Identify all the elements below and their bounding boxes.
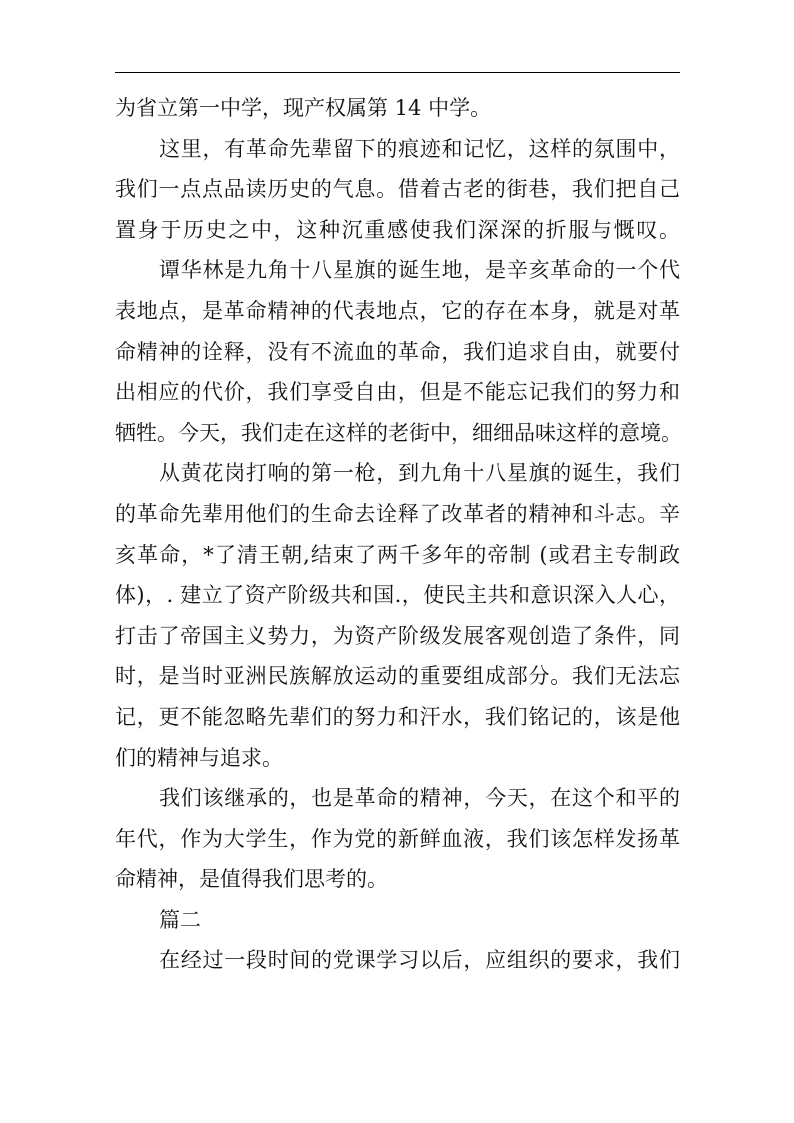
header-rule — [115, 72, 680, 73]
text-line: 亥革命，*了清王朝,结束了两千多年的帝制 (或君主专制政 — [115, 542, 680, 567]
text-line: 谭华林是九角十八星旗的诞生地，是辛亥革命的一个代 — [159, 258, 680, 283]
text-line: 表地点，是革命精神的代表地点，它的存在本身，就是对革 — [115, 298, 680, 323]
text-line: 体)，. 建立了资产阶级共和国.，使民主共和意识深入人心， — [115, 583, 680, 608]
text-line: 记，更不能忽略先辈们的努力和汗水，我们铭记的，该是他 — [115, 704, 680, 729]
text-line: 置身于历史之中，这种沉重感使我们深深的折服与慨叹。 — [115, 217, 680, 242]
text-line: 这里，有革命先辈留下的痕迹和记忆，这样的氛围中， — [159, 136, 680, 161]
text-line: 我们该继承的，也是革命的精神，今天，在这个和平的 — [159, 786, 680, 811]
document-body — [115, 88, 680, 981]
text-line: 的革命先辈用他们的生命去诠释了改革者的精神和斗志。辛 — [115, 501, 680, 526]
text-line: 年代，作为大学生，作为党的新鲜血液，我们该怎样发扬革 — [115, 826, 680, 851]
section-heading: 篇二 — [159, 907, 201, 932]
text-line: 我们一点点品读历史的气息。借着古老的街巷，我们把自己 — [115, 177, 680, 202]
text-line: 为省立第一中学，现产权属第 14 中学。 — [115, 96, 492, 120]
text-line: 时，是当时亚洲民族解放运动的重要组成部分。我们无法忘 — [115, 664, 680, 689]
text-line: 牺牲。今天，我们走在这样的老街中，细细品味这样的意境。 — [115, 420, 682, 445]
text-line: 从黄花岗打响的第一枪，到九角十八星旗的诞生，我们 — [159, 461, 680, 486]
text-line: 命精神，是值得我们思考的。 — [115, 867, 388, 892]
text-line: 在经过一段时间的党课学习以后，应组织的要求，我们 — [159, 948, 680, 973]
text-line: 出相应的代价，我们享受自由，但是不能忘记我们的努力和 — [115, 380, 680, 405]
text-line: 打击了帝国主义势力，为资产阶级发展客观创造了条件，同 — [115, 623, 680, 648]
text-line: 命精神的诠释，没有不流血的革命，我们追求自由，就要付 — [115, 339, 680, 364]
text-line: 们的精神与追求。 — [115, 745, 283, 770]
